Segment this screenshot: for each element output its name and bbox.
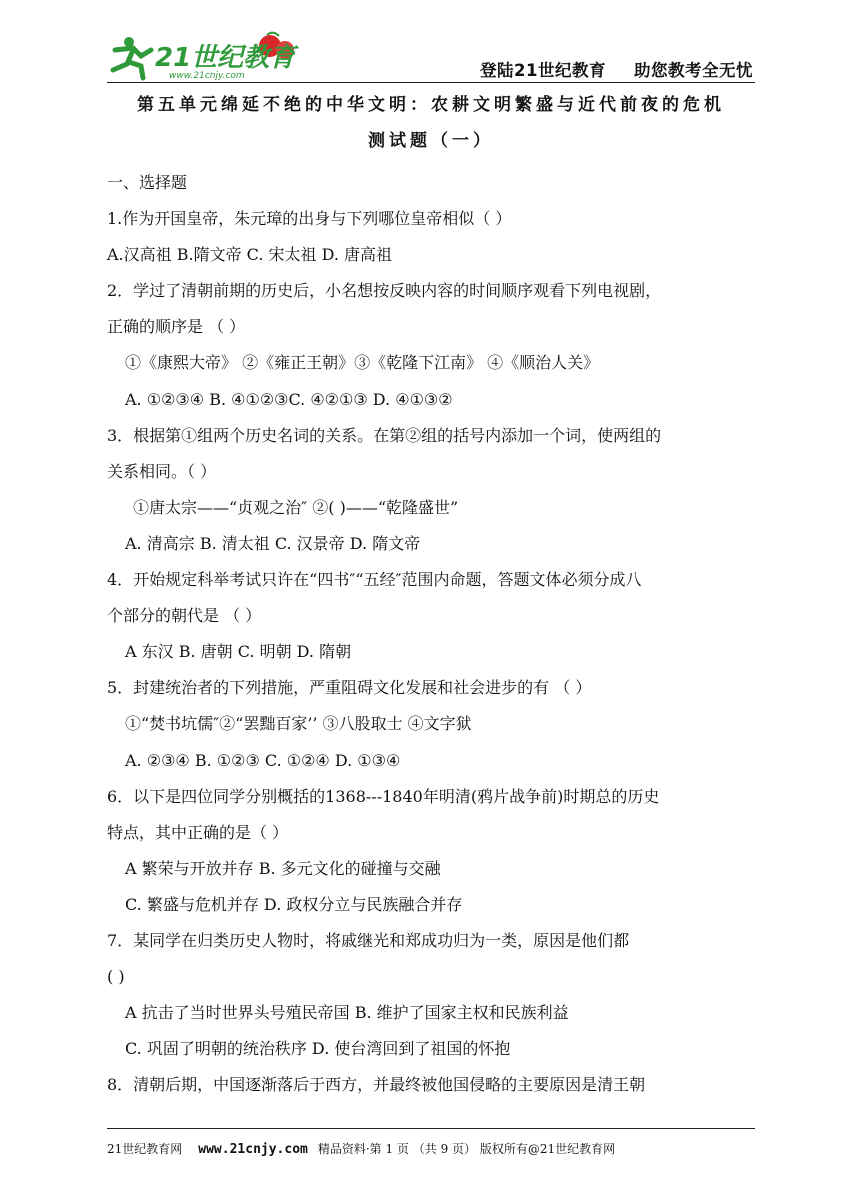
header-slogan xyxy=(480,57,753,81)
question-list xyxy=(107,165,757,1103)
slogan-right: 助您教考全无忧 xyxy=(634,61,753,80)
question-text: 特点，其中正确的是（ ） xyxy=(107,822,289,842)
question-text: 关系相同。（ ） xyxy=(107,461,217,481)
page-header xyxy=(107,30,755,82)
header-divider xyxy=(107,82,755,83)
answer-options: A 抗击了当时世界头号殖民帝国 B. 维护了国家主权和民族利益 xyxy=(125,1003,569,1023)
answer-options: A 繁荣与开放并存 B. 多元文化的碰撞与交融 xyxy=(125,858,441,878)
answer-options: A. ①②③④ B. ④①②③C. ④②①③ D. ④①③② xyxy=(125,389,453,409)
footer-site-url[interactable]: www.21cnjy.com xyxy=(198,1142,308,1157)
answer-options: A 东汉 B. 唐朝 C. 明朝 D. 隋朝 xyxy=(125,642,352,662)
logo-url: www.21cnjy.com xyxy=(169,71,245,81)
page-title: 第五单元绵延不绝的中华文明：农耕文明繁盛与近代前夜的危机 xyxy=(137,95,725,115)
answer-options: A. ②③④ B. ①②③ C. ①②④ D. ①③④ xyxy=(125,750,401,770)
logo-text: 21世纪教育 xyxy=(155,43,296,73)
section-heading: 一、选择题 xyxy=(107,173,188,192)
footer-divider xyxy=(107,1128,755,1129)
page-footer xyxy=(107,1140,755,1157)
question-items: ①《康熙大帝》 ②《雍正王朝》③《乾隆下江南》 ④《顺治人关》 xyxy=(125,353,600,373)
question-text: 8．清朝后期，中国逐渐落后于西方，并最终被他国侵略的主要原因是清王朝 xyxy=(107,1075,646,1095)
question-text: ( ) xyxy=(107,967,125,987)
question-text: 7．某同学在归类历史人物时，将戚继光和郑成功归为一类，原因是他们都 xyxy=(107,930,630,950)
slogan-left: 登陆21世纪教育 xyxy=(480,61,606,80)
question-text: 6．以下是四位同学分别概括的1368---1840年明清(鸦片战争前)时期总的历史 xyxy=(107,786,660,806)
logo xyxy=(107,30,307,82)
question-text: 5．封建统治者的下列措施，严重阻碍文化发展和社会进步的有 （ ） xyxy=(107,678,592,698)
footer-info: 精品资料·第 1 页 （共 9 页） 版权所有@21世纪教育网 xyxy=(317,1142,616,1156)
answer-options: C. 繁盛与危机并存 D. 政权分立与民族融合并存 xyxy=(125,894,463,914)
logo-icon xyxy=(107,30,307,82)
question-text: 个部分的朝代是 （ ） xyxy=(107,606,262,626)
answer-options: A. 清高宗 B. 清太祖 C. 汉景帝 D. 隋文帝 xyxy=(125,533,421,553)
question-text: 1.作为开国皇帝，朱元璋的出身与下列哪位皇帝相似（ ） xyxy=(107,209,512,229)
answer-options: A.汉高祖 B.隋文帝 C. 宋太祖 D. 唐高祖 xyxy=(107,245,393,265)
answer-options: C. 巩固了明朝的统治秩序 D. 使台湾回到了祖国的怀抱 xyxy=(125,1039,511,1059)
question-text: 3．根据第①组两个历史名词的关系。在第②组的括号内添加一个词，使两组的 xyxy=(107,425,662,445)
footer-site-name: 21世纪教育网 xyxy=(107,1142,183,1156)
question-items: ①唐太宗——“贞观之治″ ②( )——“乾隆盛世” xyxy=(133,497,459,517)
page-subtitle: 测试题（一） xyxy=(368,131,494,151)
question-text: 正确的顺序是 （ ） xyxy=(107,317,246,337)
question-text: 4．开始规定科举考试只许在“四书″“五经″范围内命题，答题文体必须分成八 xyxy=(107,570,642,590)
question-items: ①“焚书坑儒″②“罢黜百家’’ ③八股取士 ④文字狱 xyxy=(125,714,472,734)
question-text: 2．学过了清朝前期的历史后，小名想按反映内容的时间顺序观看下列电视剧， xyxy=(107,281,662,301)
